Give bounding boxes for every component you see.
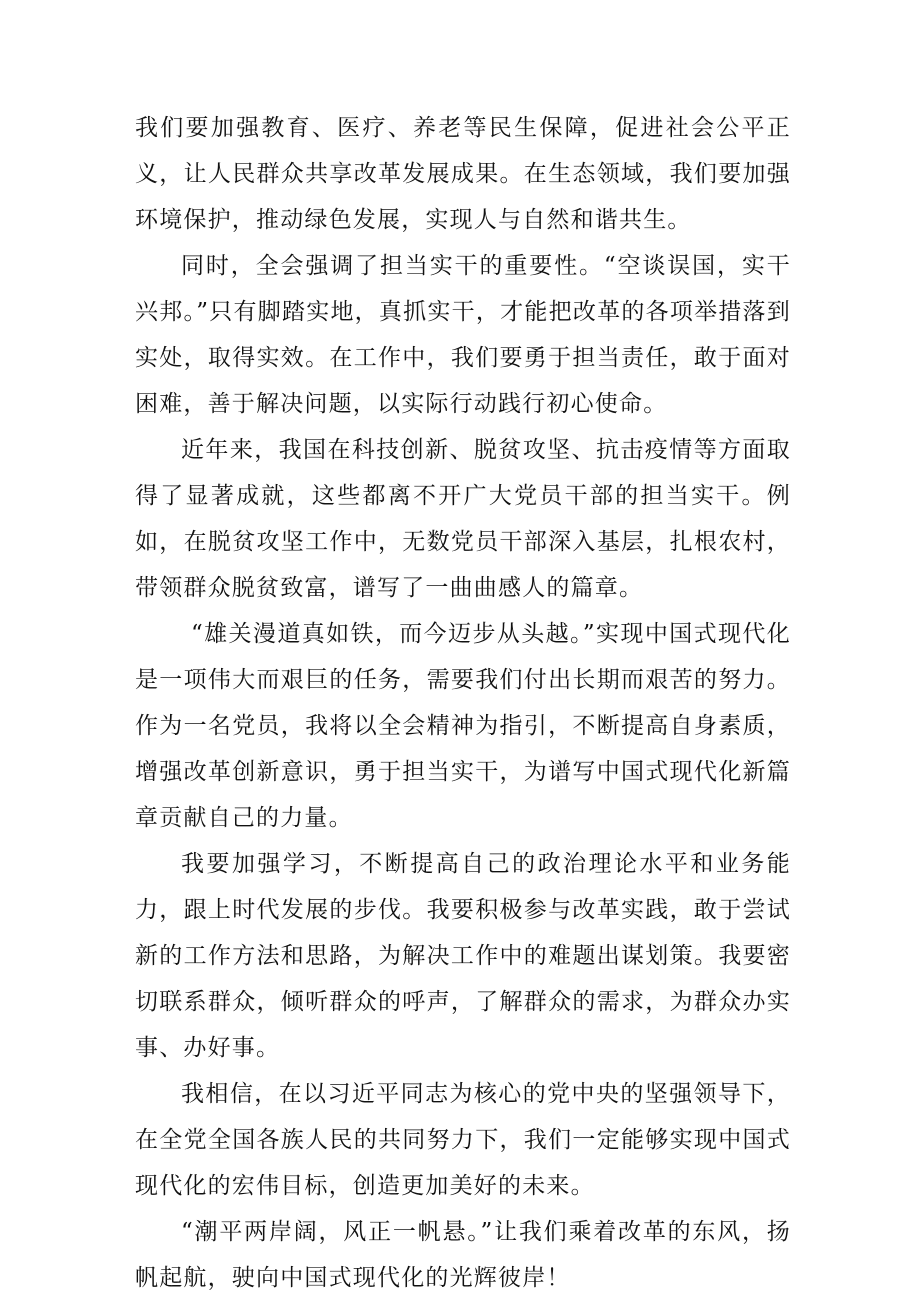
paragraph-4: “雄关漫道真如铁，而今迈步从头越。”实现中国式现代化是一项伟大而艰巨的任务，需要我们付出长期而艰苦的努力。作为一名党员，我将以全会精神为指引，不断提高自身素质，增强改革创新意识，勇于担当实干，为谱写中国式现代化新篇章贡献自己的力量。 bbox=[135, 621, 791, 831]
paragraph-2: 同时，全会强调了担当实干的重要性。“空谈误国，实干兴邦。”只有脚踏实地，真抓实干，才能把改革的各项举措落到实处，取得实效。在工作中，我们要勇于担当责任，敢于面对困难，善于解决问题，以实际行动践行初心使命。 bbox=[135, 253, 791, 417]
paragraph-5: 我要加强学习，不断提高自己的政治理论水平和业务能力，跟上时代发展的步伐。我要积极参与改革实践，敢于尝试新的工作方法和思路，为解决工作中的难题出谋划策。我要密切联系群众，倾听群众的呼声，了解群众的需求，为群众办实事、办好事。 bbox=[135, 851, 791, 1061]
paragraph-1: 我们要加强教育、医疗、养老等民生保障，促进社会公平正义，让人民群众共享改革发展成果。在生态领域，我们要加强环境保护，推动绿色发展，实现人与自然和谐共生。 bbox=[135, 115, 791, 233]
document-body bbox=[135, 105, 791, 1301]
paragraph-3: 近年来，我国在科技创新、脱贫攻坚、抗击疫情等方面取得了显著成就，这些都离不开广大党员干部的担当实干。例如，在脱贫攻坚工作中，无数党员干部深入基层，扎根农村，带领群众脱贫致富，谱写了一曲曲感人的篇章。 bbox=[135, 437, 791, 601]
paragraph-6: 我相信，在以习近平同志为核心的党中央的坚强领导下，在全党全国各族人民的共同努力下，我们一定能够实现中国式现代化的宏伟目标，创造更加美好的未来。 bbox=[135, 1081, 791, 1199]
paragraph-7: “潮平两岸阔，风正一帆悬。”让我们乘着改革的东风，扬帆起航，驶向中国式现代化的光辉彼岸！ bbox=[135, 1219, 791, 1291]
